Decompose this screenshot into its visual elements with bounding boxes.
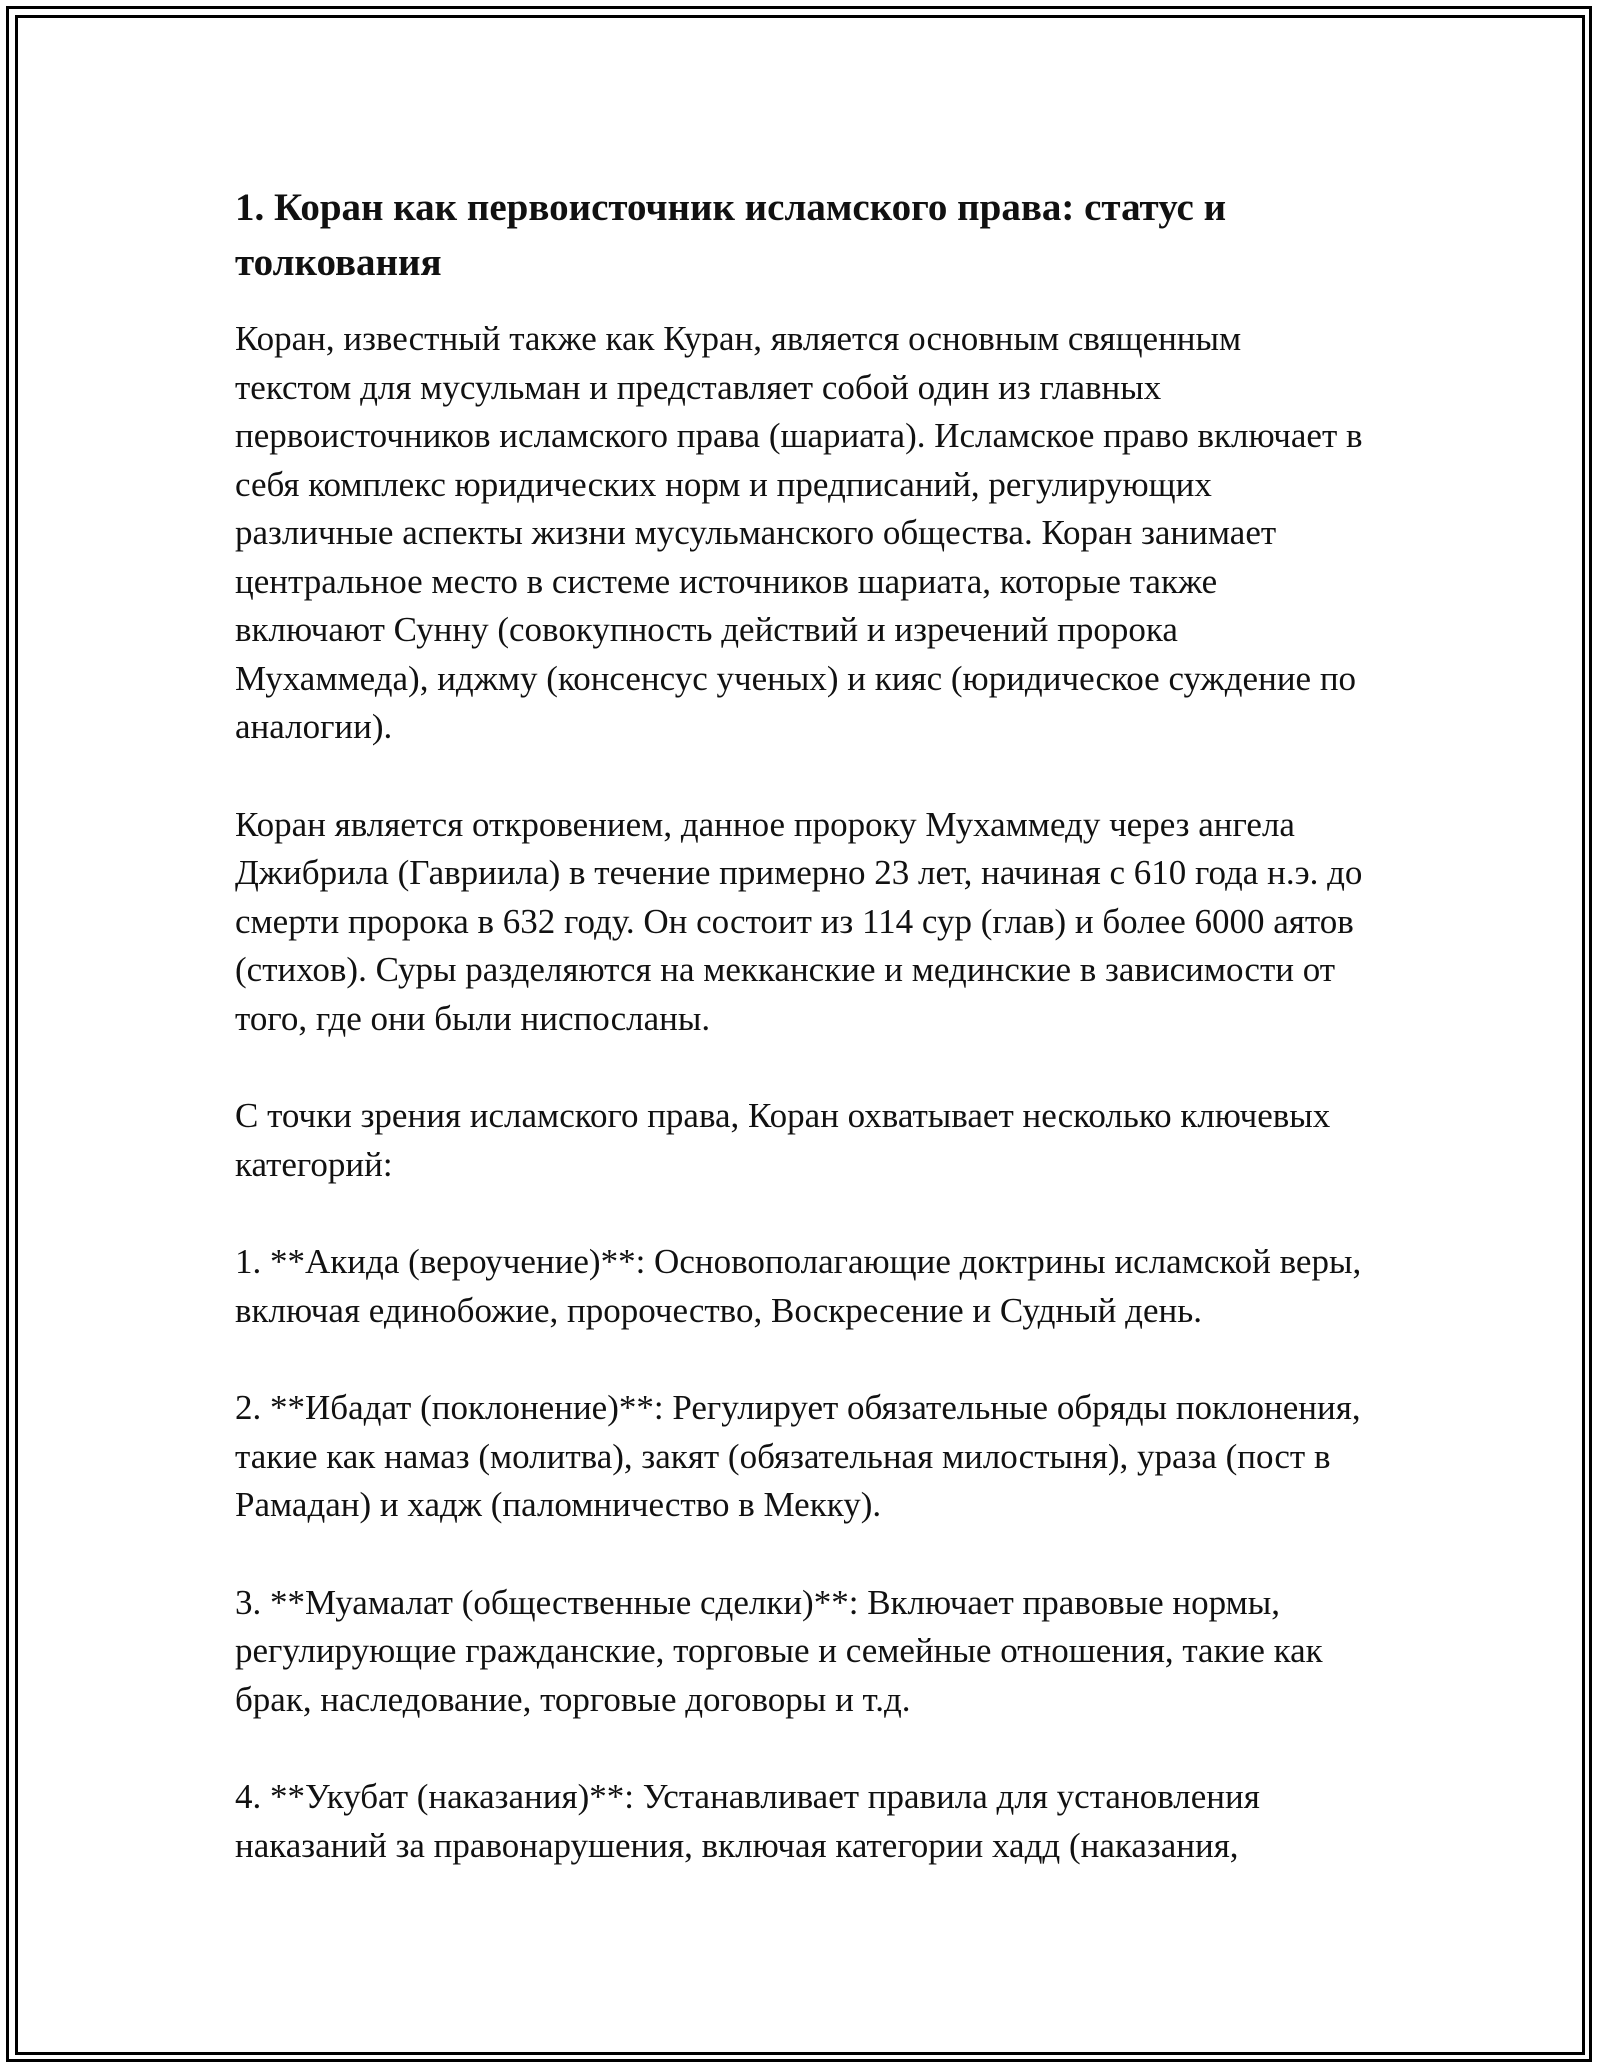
list-item-akida: 1. **Акида (вероучение)**: Основополагающие доктрины исламской веры, включая единобожие, пророчество, Воскресение и Судный день. (235, 1242, 1362, 1330)
list-item-ukubat: 4. **Укубат (наказания)**: Устанавливает правила для установления наказаний за правонарушения, включая категории хадд (наказания, (235, 1777, 1260, 1865)
list-item-ibadat: 2. **Ибадат (поклонение)**: Регулирует обязательные обряды поклонения, такие как намаз (молитва), закят (обязательная милостыня), ураза (пост в Рамадан) и хадж (паломничество в Мекку). (235, 1388, 1361, 1524)
paragraph-revelation: Коран является откровением, данное пророку Мухаммеду через ангела Джибрила (Гавриила) в течение примерно 23 лет, начиная с 610 года н.э. до смерти пророка в 632 году. Он состоит из 114 сур (глав) и более 6000 аятов (стихов). Суры разделяются на мекканские и мединские в зависимости от того, где они были ниспосланы. (235, 804, 1363, 1038)
paragraph-categories-intro: С точки зрения исламского права, Коран охватывает несколько ключевых категорий: (235, 1096, 1331, 1184)
list-item-muamalat: 3. **Муамалат (общественные сделки)**: Включает правовые нормы, регулирующие гражданские, торговые и семейные отношения, такие как брак, наследование, торговые договоры и т.д. (235, 1582, 1323, 1719)
document-body (235, 180, 1365, 1919)
paragraph-intro: Коран, известный также как Куран, является основным священным текстом для мусульман и представляет собой один из главных первоисточников исламского права (шариата). Исламское право включает в себя комплекс юридических норм и предписаний, регулирующих различные аспекты жизни мусульманского общества. Коран занимает центральное место в системе источников шариата, которые также включают Сунну (совокупность действий и изречений пророка Мухаммеда), иджму (консенсус ученых) и кияс (юридическое суждение по аналогии). (235, 319, 1363, 746)
section-heading: 1. Коран как первоисточник исламского права: статус и толкования (235, 186, 1227, 284)
